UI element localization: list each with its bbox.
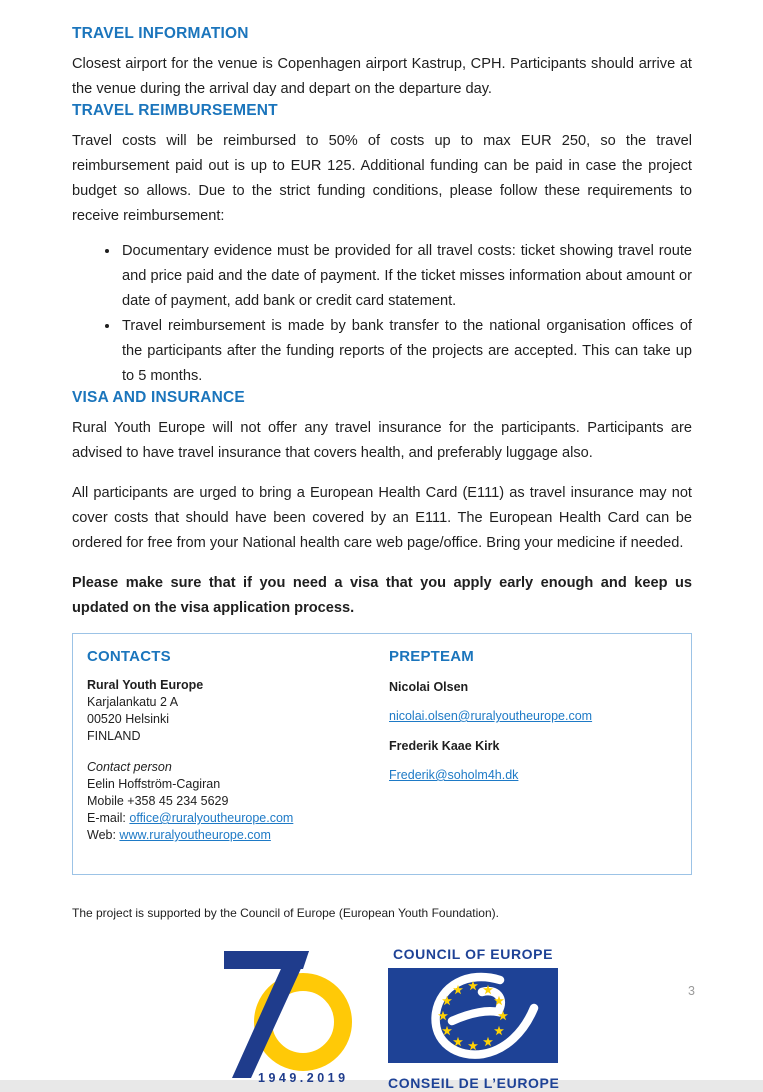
prepteam-member-email — [389, 708, 677, 724]
office-email-link[interactable]: office@ruralyoutheurope.com — [129, 811, 294, 825]
prepteam-heading: PREPTEAM — [389, 648, 474, 665]
travel-information-body: Closest airport for the venue is Copenhagen airport Kastrup, CPH. Participants should arrive at the venue during the arrival day and depart on the departure day. — [72, 56, 692, 97]
reimbursement-bullet-list — [72, 239, 692, 389]
contact-mobile: Mobile +358 45 234 5629 — [87, 794, 229, 808]
visa-bold-note: Please make sure that if you need a visa that you apply early enough and keep us updated on the visa application process. — [72, 575, 692, 616]
nicolai-email-link[interactable]: nicolai.olsen@ruralyoutheurope.com — [389, 709, 593, 723]
contact-box — [72, 633, 692, 875]
page-number: 3 — [688, 984, 695, 998]
travel-reimbursement-body: Travel costs will be reimbursed to 50% of costs up to max EUR 250, so the travel reimbursement paid out is up to EUR 125. Additional funding can be paid in case the project budget so allows. Due to the strict funding conditions, please follow these requirements to receive reimbursement: — [72, 133, 692, 224]
logos-row — [80, 946, 700, 1092]
support-note: The project is supported by the Council of Europe (European Youth Foundation). — [72, 906, 499, 920]
prepteam-column — [389, 640, 677, 868]
anniversary-years-text: 1949.2019 — [258, 1071, 349, 1085]
contact-web-row — [87, 827, 389, 844]
organisation-name: Rural Youth Europe — [87, 678, 204, 692]
bullet-item: • Travel reimbursement is made by bank transfer to the national organisation offices of the participants after the funding reports of the projects are accepted. This can take up to 5 months. — [120, 314, 692, 389]
page-content — [72, 25, 692, 1092]
contact-person-name: Eelin Hoffström-Cagiran — [87, 777, 221, 791]
prepteam-member-email — [389, 767, 677, 783]
address-line: Karjalankatu 2 A — [87, 695, 179, 709]
email-label: E-mail: — [87, 811, 130, 825]
coe-emblem-icon — [388, 968, 558, 1063]
visa-insurance-para2: All participants are urged to bring a European Health Card (E111) as travel insurance may not cover costs that should have been covered by an E111. The European Health Card can be ordered for free from your National health care web page/office. Bring your medicine if needed. — [72, 485, 692, 551]
address-line: FINLAND — [87, 729, 141, 743]
contacts-column — [87, 640, 389, 868]
website-link[interactable]: www.ruralyoutheurope.com — [119, 828, 271, 842]
visa-insurance-heading: VISA AND INSURANCE — [72, 389, 245, 406]
contact-person-label: Contact person — [87, 760, 172, 774]
web-label: Web: — [87, 828, 120, 842]
prepteam-member-name: Nicolai Olsen — [389, 680, 469, 694]
coe-caption-english: COUNCIL OF EUROPE — [392, 946, 554, 962]
council-of-europe-logo — [388, 946, 558, 1091]
contact-email-row — [87, 810, 389, 827]
visa-insurance-para1: Rural Youth Europe will not offer any travel insurance for the participants. Participants are advised to have travel insurance that covers health, and preferably luggage also. — [72, 420, 692, 461]
frederik-email-link[interactable]: Frederik@soholm4h.dk — [389, 768, 519, 782]
contacts-heading: CONTACTS — [87, 648, 171, 665]
prepteam-member-name: Frederik Kaae Kirk — [389, 739, 500, 753]
travel-information-heading: TRAVEL INFORMATION — [72, 25, 249, 42]
bullet-item: • Documentary evidence must be provided for all travel costs: ticket showing travel route and price paid and the date of payment. If the ticket misses information about amount or date of payment, add bank or credit card statement. — [120, 239, 692, 314]
council-70-years-anniversary-logo-icon — [222, 946, 372, 1092]
coe-caption-french: CONSEIL DE L’EUROPE — [388, 1075, 560, 1091]
address-line: 00520 Helsinki — [87, 712, 169, 726]
travel-reimbursement-heading: TRAVEL REIMBURSEMENT — [72, 102, 278, 119]
